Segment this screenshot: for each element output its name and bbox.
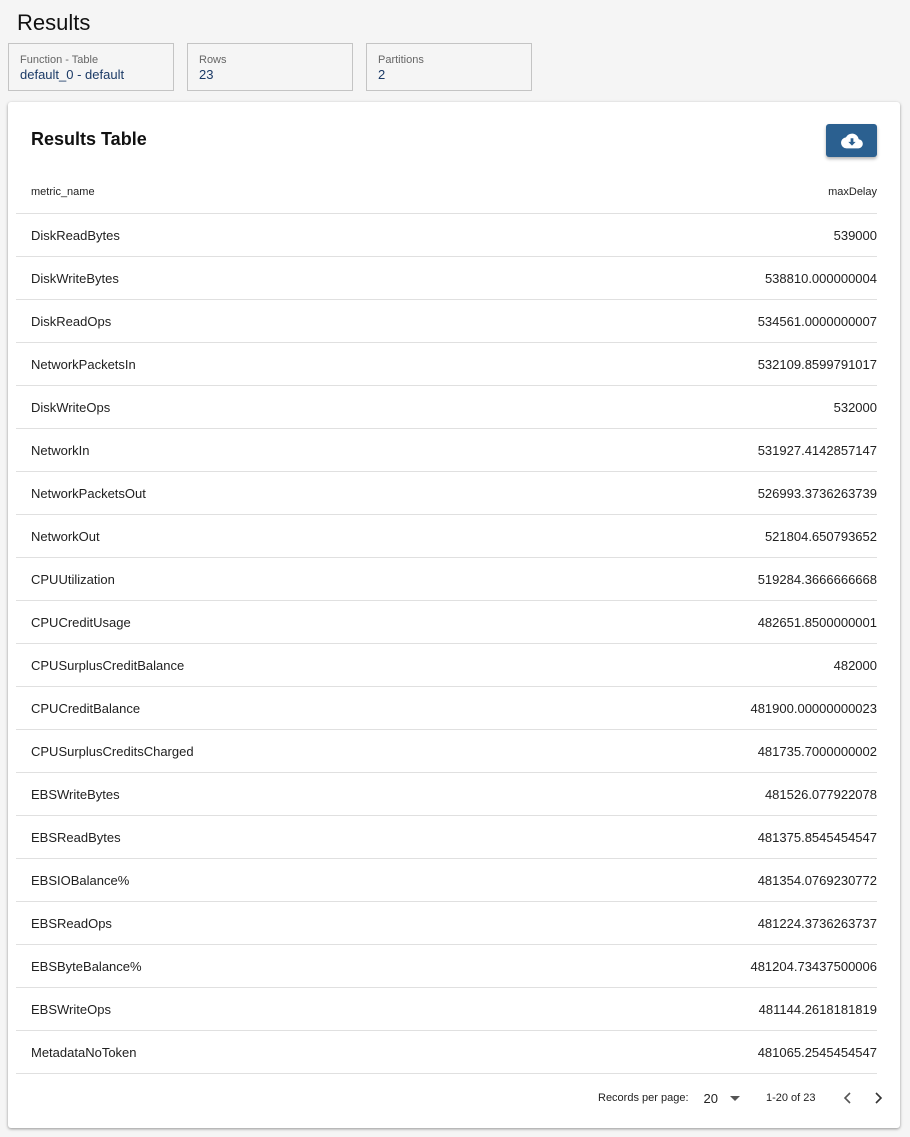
metric-name-cell: NetworkOut bbox=[16, 515, 519, 558]
next-page-button[interactable] bbox=[870, 1090, 886, 1106]
max-delay-cell: 482651.8500000001 bbox=[519, 601, 877, 644]
metric-name-cell: DiskWriteBytes bbox=[16, 257, 519, 300]
table-row bbox=[16, 988, 877, 1031]
metric-name-cell: EBSByteBalance% bbox=[16, 945, 519, 988]
metric-name-cell: DiskReadBytes bbox=[16, 214, 519, 257]
table-row bbox=[16, 773, 877, 816]
download-button[interactable] bbox=[826, 124, 877, 157]
results-table bbox=[16, 171, 877, 1074]
metric-name-cell: DiskReadOps bbox=[16, 300, 519, 343]
max-delay-cell: 481224.3736263737 bbox=[519, 902, 877, 945]
metric-name-cell: NetworkPacketsOut bbox=[16, 472, 519, 515]
table-row bbox=[16, 429, 877, 472]
max-delay-cell: 481735.7000000002 bbox=[519, 730, 877, 773]
table-row bbox=[16, 214, 877, 257]
stat-value: default_0 - default bbox=[20, 67, 125, 82]
metric-name-cell: CPUSurplusCreditBalance bbox=[16, 644, 519, 687]
page-title: Results bbox=[17, 10, 91, 35]
results-card bbox=[8, 102, 900, 1128]
max-delay-cell: 481204.73437500006 bbox=[519, 945, 877, 988]
stat-value: 2 bbox=[378, 67, 386, 82]
max-delay-cell: 526993.3736263739 bbox=[519, 472, 877, 515]
metric-name-cell: EBSWriteOps bbox=[16, 988, 519, 1031]
stat-card-partitions bbox=[366, 43, 532, 91]
stat-label: Partitions bbox=[378, 54, 424, 66]
table-row bbox=[16, 257, 877, 300]
table-row bbox=[16, 859, 877, 902]
table-row bbox=[16, 386, 877, 429]
max-delay-cell: 481144.2618181819 bbox=[519, 988, 877, 1031]
max-delay-cell: 534561.0000000007 bbox=[519, 300, 877, 343]
max-delay-cell: 482000 bbox=[519, 644, 877, 687]
metric-name-cell: CPUSurplusCreditsCharged bbox=[16, 730, 519, 773]
metric-name-cell: EBSIOBalance% bbox=[16, 859, 519, 902]
table-row bbox=[16, 300, 877, 343]
max-delay-cell: 481354.0769230772 bbox=[519, 859, 877, 902]
stat-value: 23 bbox=[199, 67, 214, 82]
table-row bbox=[16, 902, 877, 945]
metric-name-cell: EBSReadBytes bbox=[16, 816, 519, 859]
records-per-page-select[interactable]: 20 bbox=[703, 1090, 718, 1106]
table-row bbox=[16, 644, 877, 687]
max-delay-cell: 481526.077922078 bbox=[519, 773, 877, 816]
cloud-download-icon bbox=[841, 133, 863, 149]
chevron-right-icon bbox=[873, 1092, 883, 1104]
stat-card-rows bbox=[187, 43, 353, 91]
column-header-max-delay[interactable]: maxDelay bbox=[519, 171, 877, 214]
table-row bbox=[16, 558, 877, 601]
table-row bbox=[16, 945, 877, 988]
metric-name-cell: NetworkPacketsIn bbox=[16, 343, 519, 386]
table-row bbox=[16, 687, 877, 730]
table-row bbox=[16, 343, 877, 386]
max-delay-cell: 532109.8599791017 bbox=[519, 343, 877, 386]
max-delay-cell: 538810.000000004 bbox=[519, 257, 877, 300]
max-delay-cell: 481375.8545454547 bbox=[519, 816, 877, 859]
metric-name-cell: CPUCreditBalance bbox=[16, 687, 519, 730]
max-delay-cell: 519284.3666666668 bbox=[519, 558, 877, 601]
metric-name-cell: EBSReadOps bbox=[16, 902, 519, 945]
max-delay-cell: 532000 bbox=[519, 386, 877, 429]
max-delay-cell: 539000 bbox=[519, 214, 877, 257]
table-row bbox=[16, 472, 877, 515]
metric-name-cell: MetadataNoToken bbox=[16, 1031, 519, 1074]
stat-label: Rows bbox=[199, 54, 227, 66]
column-header-metric-name[interactable]: metric_name bbox=[16, 171, 519, 214]
max-delay-cell: 531927.4142857147 bbox=[519, 429, 877, 472]
chevron-left-icon bbox=[843, 1092, 853, 1104]
page-range: 1-20 of 23 bbox=[765, 1092, 816, 1104]
max-delay-cell: 481065.2545454547 bbox=[519, 1031, 877, 1074]
stat-label: Function - Table bbox=[20, 54, 99, 66]
pagination bbox=[598, 1087, 886, 1109]
stat-card-function-table bbox=[8, 43, 174, 91]
metric-name-cell: EBSWriteBytes bbox=[16, 773, 519, 816]
metric-name-cell: CPUCreditUsage bbox=[16, 601, 519, 644]
max-delay-cell: 481900.00000000023 bbox=[519, 687, 877, 730]
previous-page-button[interactable] bbox=[840, 1090, 856, 1106]
metric-name-cell: NetworkIn bbox=[16, 429, 519, 472]
metric-name-cell: DiskWriteOps bbox=[16, 386, 519, 429]
table-row bbox=[16, 601, 877, 644]
table-row bbox=[16, 816, 877, 859]
chevron-down-icon[interactable] bbox=[730, 1096, 740, 1101]
table-row bbox=[16, 1031, 877, 1074]
results-table-title: Results Table bbox=[31, 129, 147, 149]
table-row bbox=[16, 730, 877, 773]
max-delay-cell: 521804.650793652 bbox=[519, 515, 877, 558]
table-row bbox=[16, 515, 877, 558]
records-per-page-label: Records per page: bbox=[598, 1092, 689, 1104]
table-header-row bbox=[16, 171, 877, 214]
metric-name-cell: CPUUtilization bbox=[16, 558, 519, 601]
